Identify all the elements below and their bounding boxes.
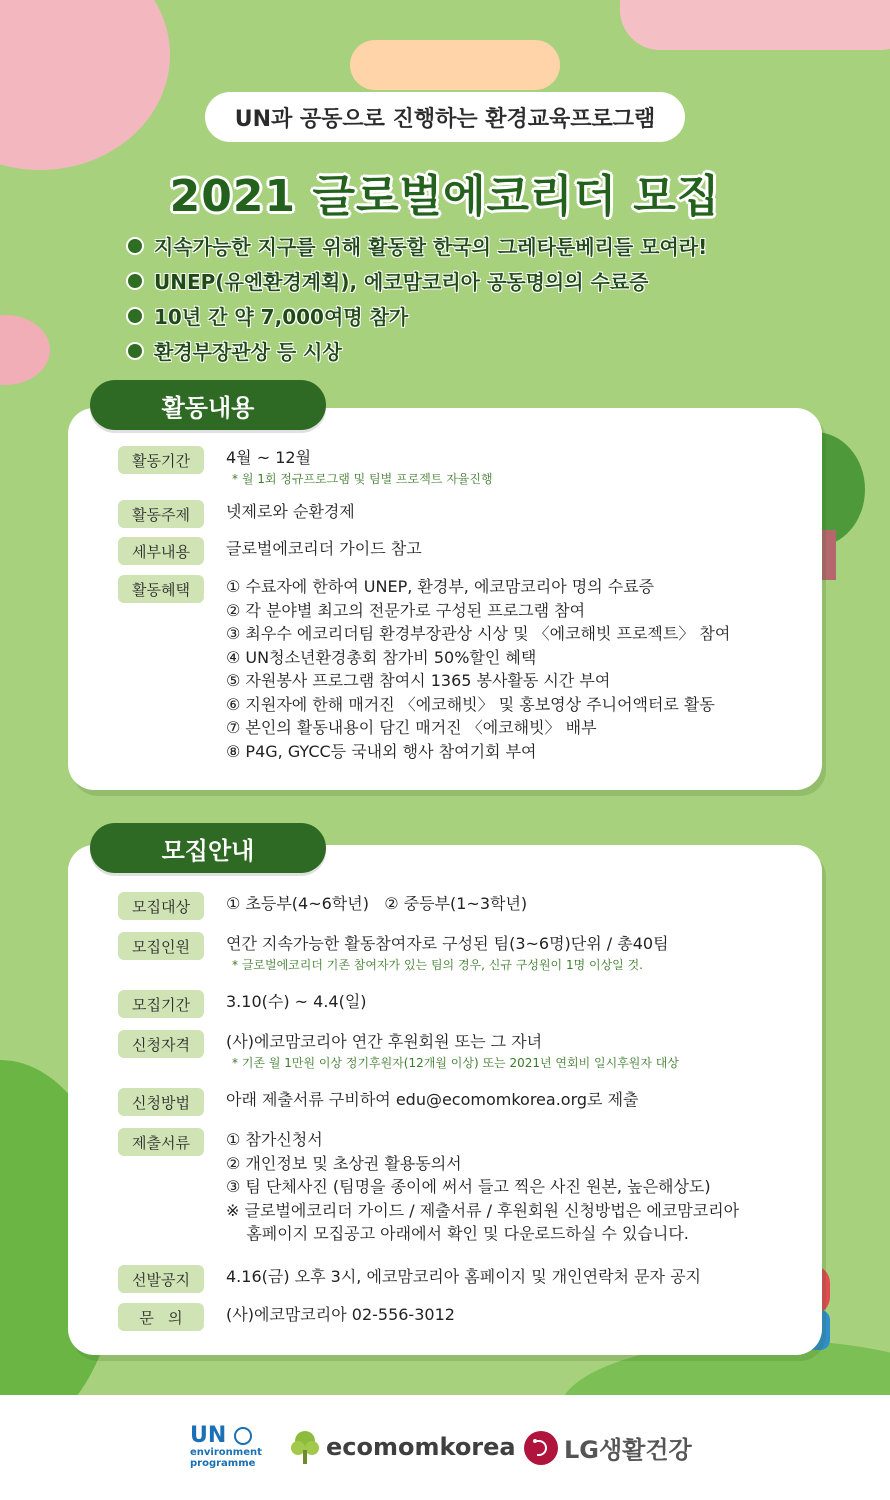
benefits-list: [226, 575, 730, 763]
benefit-item: ③ 최우수 에코리더팀 환경부장관상 시상 및 〈에코해빗 프로젝트〉 참여: [226, 624, 731, 643]
bullet-dot-icon: [128, 309, 142, 323]
bullet-dot-icon: [128, 344, 142, 358]
page-title: 2021 글로벌에코리더 모집: [169, 171, 721, 222]
recruit-target-row: [118, 892, 527, 920]
recruit-size-label: 모집인원: [118, 932, 204, 960]
recruit-period-label: 모집기간: [118, 990, 204, 1018]
recruit-announce-value: 4.16(금) 오후 3시, 에코맘코리아 홈페이지 및 개인연락처 문자 공지: [226, 1267, 702, 1286]
document-item: ① 참가신청서: [226, 1130, 323, 1149]
bullet-dot-icon: [128, 274, 142, 288]
ecomomkorea-logo: [290, 1430, 516, 1464]
document-item: ② 개인정보 및 초상권 활용동의서: [226, 1153, 462, 1173]
recruit-eligibility-row: [118, 1030, 679, 1072]
activity-theme-label: 활동주제: [118, 500, 204, 528]
lg-face-icon: [524, 1431, 558, 1465]
people-illustration: [350, 40, 560, 90]
activity-details-label: 세부내용: [118, 537, 204, 565]
recruit-method-row: [118, 1088, 639, 1116]
activity-benefits-row: [118, 575, 730, 763]
activity-period-row: [118, 446, 493, 488]
benefit-item: ① 수료자에 한하여 UNEP, 환경부, 에코맘코리아 명의 수료증: [226, 577, 655, 596]
tree-icon: [290, 1430, 320, 1464]
activity-period-note: * 월 1회 정규프로그램 및 팀별 프로젝트 자율진행: [232, 472, 493, 486]
bullet-dot-icon: [128, 239, 142, 253]
activity-theme-row: [118, 500, 355, 528]
pink-blob-top-right: [620, 0, 890, 50]
benefit-item: ⑦ 본인의 활동내용이 담긴 매거진 〈에코해빗〉 배부: [226, 718, 597, 737]
activity-section-title: 활동내용: [90, 380, 326, 430]
benefit-item: ⑥ 지원자에 한해 매거진 〈에코해빗〉 및 홍보영상 주니어액터로 활동: [226, 694, 715, 714]
recruit-eligibility-label: 신청자격: [118, 1030, 204, 1058]
ecomomkorea-logo-text: ecomomkorea: [326, 1433, 516, 1461]
lg-logo-text: LG생활건강: [564, 1436, 692, 1464]
highlight-text: 환경부장관상 등 시상: [154, 340, 342, 364]
recruit-period-value: 3.10(수) ~ 4.4(일): [226, 992, 367, 1011]
un-logo-line1: environment: [190, 1447, 262, 1458]
recruit-size-note: * 글로벌에코리더 기존 참여자가 있는 팀의 경우, 신규 구성원이 1명 이상일 것.: [232, 958, 643, 972]
recruit-contact-label: 문 의: [118, 1303, 204, 1331]
activity-period-value: 4월 ~ 12월: [226, 448, 312, 467]
recruit-method-label: 신청방법: [118, 1088, 204, 1116]
recruit-target-label: 모집대상: [118, 892, 204, 920]
recruit-size-value: 연간 지속가능한 활동참여자로 구성된 팀(3~6명)단위 / 총40팀: [226, 934, 669, 953]
recruit-documents-label: 제출서류: [118, 1128, 204, 1156]
un-logo-main: [190, 1425, 262, 1447]
highlight-item: [128, 298, 707, 333]
benefit-item: ⑤ 자원봉사 프로그램 참여시 1365 봉사활동 시간 부여: [226, 671, 611, 690]
recruit-section-title: 모집안내: [90, 823, 326, 873]
recruit-target-value: ① 초등부(4~6학년) ② 중등부(1~3학년): [226, 894, 528, 913]
activity-theme-value: 넷제로와 순환경제: [226, 502, 355, 521]
activity-period-label: 활동기간: [118, 446, 204, 474]
benefit-item: ⑧ P4G, GYCC등 국내외 행사 참여기회 부여: [226, 741, 537, 761]
highlight-item: [128, 263, 707, 298]
recruit-contact-row: [118, 1303, 455, 1331]
recruit-announce-label: 선발공지: [118, 1265, 204, 1293]
highlight-text: 10년 간 약 7,000여명 참가: [154, 305, 409, 329]
subtitle-pill: UN과 공동으로 진행하는 환경교육프로그램: [205, 92, 685, 142]
pink-blob-top-left: [0, 0, 170, 170]
document-item: ※ 글로벌에코리더 가이드 / 제출서류 / 후원회원 신청방법은 에코맘코리아: [226, 1200, 740, 1220]
documents-list: [226, 1128, 739, 1246]
document-item: 홈페이지 모집공고 아래에서 확인 및 다운로드하실 수 있습니다.: [226, 1224, 689, 1243]
benefit-item: ② 각 분야별 최고의 전문가로 구성된 프로그램 참여: [226, 600, 586, 620]
activity-details-value: 글로벌에코리더 가이드 참고: [226, 539, 422, 558]
document-item: ③ 팀 단체사진 (팀명을 종이에 써서 들고 찍은 사진 원본, 높은해상도): [226, 1177, 711, 1196]
recruit-eligibility-note: * 기존 월 1만원 이상 정기후원자(12개월 이상) 또는 2021년 연회비 일시후원자 대상: [232, 1056, 679, 1070]
highlight-item: [128, 228, 707, 263]
recruit-period-row: [118, 990, 367, 1018]
recruit-announce-row: [118, 1265, 701, 1293]
highlight-text: 지속가능한 지구를 위해 활동할 한국의 그레타툰베리들 모여라!: [154, 235, 708, 259]
un-logo-text: UN: [190, 1423, 227, 1448]
activity-benefits-label: 활동혜택: [118, 575, 204, 603]
pink-blob-left: [0, 315, 50, 385]
highlight-bullets: [128, 228, 707, 368]
activity-details-row: [118, 537, 422, 565]
highlight-text: UNEP(유엔환경계획), 에코맘코리아 공동명의의 수료증: [154, 270, 649, 294]
un-environment-logo: [190, 1425, 262, 1469]
globe-icon: [234, 1427, 252, 1445]
recruit-documents-row: [118, 1128, 739, 1246]
benefit-item: ④ UN청소년환경총회 참가비 50%할인 혜택: [226, 647, 537, 667]
lg-household-logo: [524, 1430, 692, 1465]
recruit-size-row: [118, 932, 669, 974]
recruit-contact-value: (사)에코맘코리아 02-556-3012: [226, 1305, 455, 1324]
highlight-item: [128, 333, 707, 368]
recruit-eligibility-value: (사)에코맘코리아 연간 후원회원 또는 그 자녀: [226, 1032, 543, 1051]
recruit-method-value: 아래 제출서류 구비하여 edu@ecomomkorea.org로 제출: [226, 1090, 639, 1109]
un-logo-line2: programme: [190, 1458, 256, 1469]
